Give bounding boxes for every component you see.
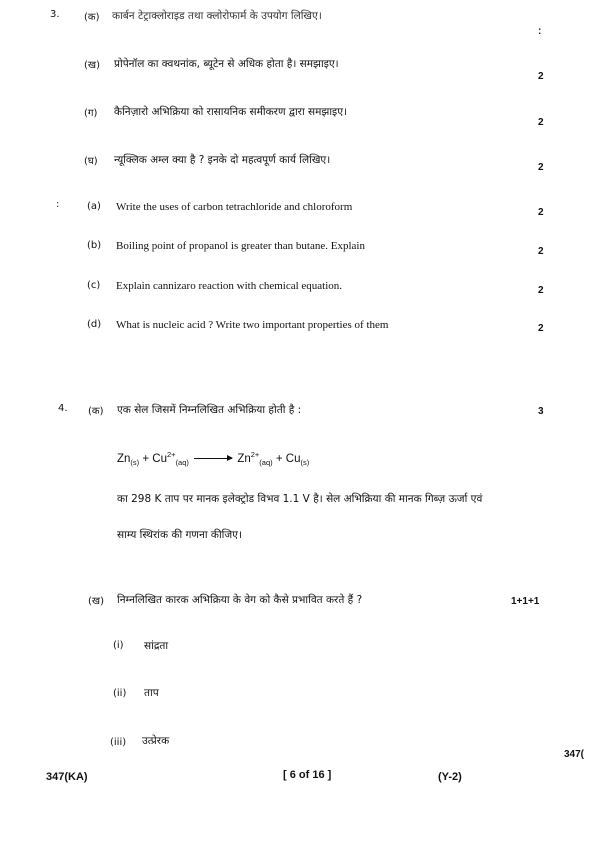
q4-a-text: एक सेल जिसमें निम्नलिखित अभिक्रिया होती है : (117, 404, 302, 416)
eq-reactant-cu-charge: 2+ (167, 450, 176, 459)
q3-hindi-d-label: (घ) (84, 156, 98, 167)
q3-english-c-marks: 2 (538, 285, 544, 296)
q3-hindi-b-text: प्रोपेनॉल का क्वथनांक, ब्यूटेन से अधिक होता है। समझाइए। (114, 58, 339, 70)
eq-product-zn-state: (aq) (259, 458, 273, 468)
question-number-4: 4. (58, 403, 68, 414)
q3-english-marker: : (56, 199, 60, 210)
q3-english-a-label: (a) (87, 201, 101, 212)
q4-b-label: (ख) (88, 596, 104, 607)
q3-hindi-c-label: (ग) (84, 108, 98, 119)
q4-a-label: (क) (88, 406, 104, 417)
q3-english-d-label: (d) (87, 319, 102, 330)
q3-hindi-a-label: (क) (84, 12, 100, 23)
q3-hindi-b-label: (ख) (84, 60, 100, 71)
q4-b-i-text: सांद्रता (144, 640, 169, 652)
eq-plus-2: + (275, 452, 283, 465)
eq-reactant-cu-state: (aq) (175, 458, 189, 468)
eq-reactant-cu: Cu (152, 452, 167, 465)
q3-english-b-label: (b) (87, 240, 102, 251)
footer-paper-code: 347(KA) (46, 771, 88, 783)
q4-a-line2: साम्य स्थिरांक की गणना कीजिए। (117, 529, 242, 541)
q4-a-marks: 3 (538, 406, 544, 417)
q3-english-c-label: (c) (87, 280, 101, 291)
q3-hindi-d-marks: 2 (538, 162, 544, 173)
q4-b-i-label: (i) (113, 640, 124, 651)
footer-page-number: [ 6 of 16 ] (283, 769, 332, 781)
q4-b-marks: 1+1+1 (511, 596, 540, 607)
q3-corner-mark: : (538, 26, 542, 37)
eq-product-cu-state: (s) (300, 458, 310, 468)
q3-english-d-marks: 2 (538, 323, 544, 334)
q3-english-b-marks: 2 (538, 246, 544, 257)
q3-hindi-c-text: कैनिज़ारो अभिक्रिया को रासायनिक समीकरण द्वारा समझाइए। (114, 106, 347, 118)
q3-english-d-text: What is nucleic acid ? Write two important properties of them (116, 319, 389, 331)
eq-plus-1: + (142, 452, 150, 465)
q3-hindi-c-marks: 2 (538, 117, 544, 128)
q3-english-b-text: Boiling point of propanol is greater than butane. Explain (116, 240, 365, 252)
q4-b-ii-label: (ii) (113, 688, 127, 699)
q3-english-a-text: Write the uses of carbon tetrachloride and chloroform (116, 201, 353, 213)
eq-reactant-zn: Zn (117, 452, 131, 465)
q4-b-text: निम्नलिखित कारक अभिक्रिया के वेग को कैसे प्रभावित करते हैं ? (117, 594, 363, 606)
question-number-3: 3. (50, 9, 60, 20)
q4-b-iii-label: (iii) (110, 737, 127, 748)
q4-a-line1: का 298 K ताप पर मानक इलेक्ट्रोड विभव 1.1 V है। सेल अभिक्रिया की मानक गिब्ज़ ऊर्जा एवं (117, 493, 483, 505)
footer-set-code: (Y-2) (438, 771, 462, 783)
eq-product-zn-charge: 2+ (250, 450, 260, 459)
q4-b-iii-text: उत्प्रेरक (142, 735, 170, 747)
q3-english-c-text: Explain cannizaro reaction with chemical equation. (116, 280, 343, 292)
q3-hindi-b-marks: 2 (538, 71, 544, 82)
eq-product-cu: Cu (285, 452, 301, 465)
q3-hindi-a-text: कार्बन टेट्राक्लोराइड तथा क्लोरोफार्म के उपयोग लिखिए। (112, 10, 322, 22)
reaction-arrow-icon (194, 458, 232, 459)
side-paper-code: 347( (564, 749, 585, 760)
eq-product-zn: Zn (237, 452, 251, 465)
q3-hindi-d-text: न्यूक्लिक अम्ल क्या है ? इनके दो महत्वपूर्ण कार्य लिखिए। (114, 154, 331, 166)
cell-reaction-equation (117, 450, 309, 467)
q4-b-ii-text: ताप (144, 687, 159, 699)
q3-english-a-marks: 2 (538, 207, 544, 218)
eq-reactant-zn-state: (s) (130, 458, 140, 468)
